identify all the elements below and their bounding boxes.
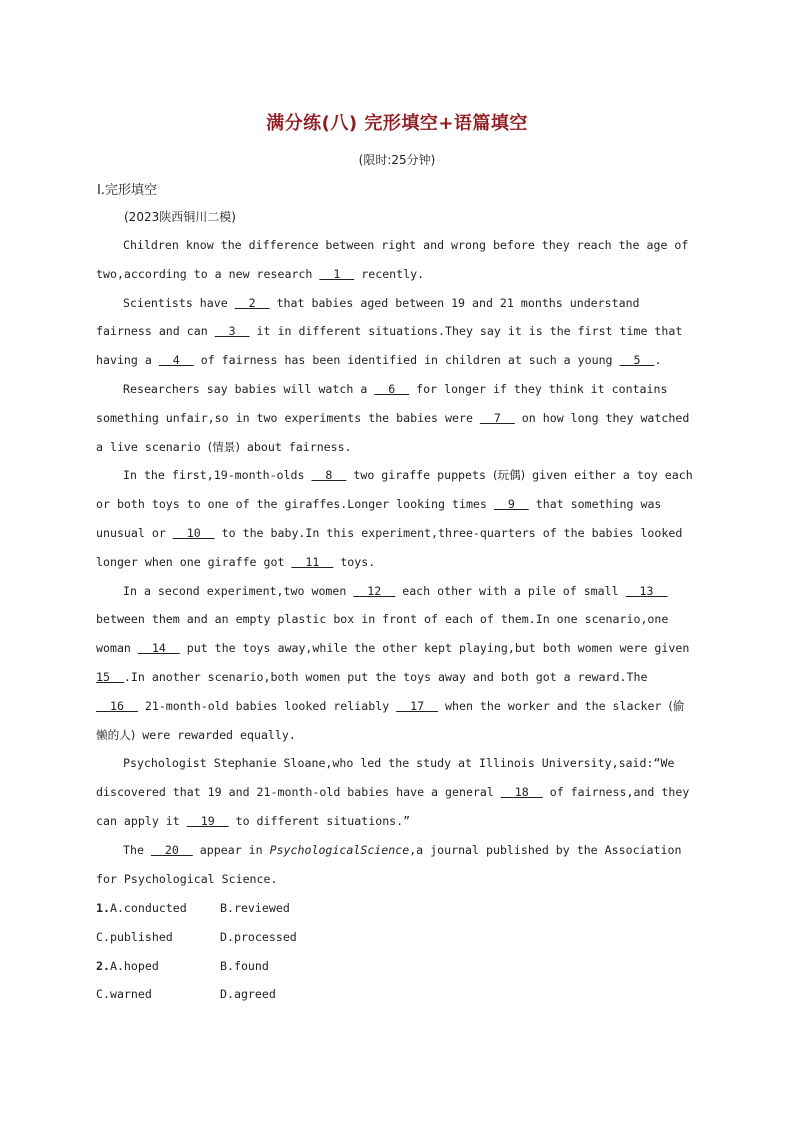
blank-16: 16: [96, 698, 138, 713]
option-a: [96, 952, 220, 981]
blank-5: 5: [619, 353, 655, 368]
option-a: [96, 894, 220, 923]
text-run: appear in: [192, 842, 270, 857]
text-run: to different situations.”: [228, 813, 411, 828]
text-run: In the first,19-month-olds: [123, 468, 312, 483]
blank-13: 13: [625, 583, 668, 598]
blank-7: 7: [479, 410, 515, 425]
paragraph-4: [96, 461, 696, 576]
text-run: of fairness,and they can apply it: [96, 785, 690, 828]
text-run: .: [654, 353, 662, 368]
text-run: that babies aged between 19 and 21 months understand fairness and can: [96, 295, 640, 339]
text-run: about fairness.: [239, 439, 352, 454]
section-heading: Ⅰ.完形填空: [97, 183, 157, 198]
text-run: Researchers say babies will watch a: [123, 381, 375, 396]
text-run: each other with a pile of small: [395, 583, 626, 598]
paragraph-3: [96, 375, 696, 461]
blank-18: 18: [500, 785, 543, 800]
text-run: Psychologist Stephanie Sloane,who led the study at Illinois University,said:“We discovered that 19 and 21-month-old babies have a general: [96, 756, 675, 800]
paragraph-6: [96, 749, 696, 835]
paragraph-7: [96, 836, 696, 894]
answer-options: [96, 894, 297, 1009]
option-c: C.warned: [96, 987, 152, 1002]
journal-title: PsychologicalScience: [269, 842, 410, 857]
question-number: 1.: [96, 901, 110, 915]
blank-20: 20: [150, 842, 193, 857]
option-row: [96, 894, 297, 923]
text-run: when the worker and the slacker: [438, 698, 669, 713]
paragraph-1: [96, 231, 696, 289]
blank-2: 2: [234, 295, 270, 310]
text-run: of fairness has been identified in children at such a young: [193, 353, 620, 368]
page-title: 满分练(八) 完形填空+语篇填空: [266, 113, 528, 134]
option-b: B.reviewed: [220, 901, 290, 915]
gloss-chinese: (玩偶): [492, 468, 526, 483]
text-run: 21-month-old babies looked reliably: [137, 698, 397, 713]
blank-14: 14: [137, 641, 180, 656]
option-text: A.conducted: [109, 901, 187, 915]
text-run: toys.: [333, 554, 376, 569]
time-limit: (限时:25分钟): [358, 153, 436, 167]
blank-19: 19: [186, 813, 229, 828]
text-run: were rewarded equally.: [135, 727, 296, 742]
text-run: .In another scenario,both women put the toys away and both got a reward.The: [123, 669, 648, 684]
text-run: that something was unusual or: [96, 497, 662, 540]
text-run: Scientists have: [123, 295, 235, 310]
text-run: Children know the difference between right and wrong before they reach the age of two,according to a new research: [96, 238, 689, 281]
blank-12: 12: [353, 583, 396, 598]
option-d: D.agreed: [220, 987, 276, 1002]
option-row: [96, 923, 297, 952]
blank-8: 8: [311, 468, 347, 483]
blank-15: 15: [96, 669, 124, 684]
blank-1: 1: [319, 266, 355, 281]
text-run: ,a journal published by the Association for Psychological Science.: [96, 842, 682, 886]
paragraph-5: [96, 577, 696, 750]
gloss-chinese: (偷懒的人): [96, 698, 685, 742]
option-text: A.hoped: [109, 958, 159, 973]
text-run: between them and an empty plastic box in front of each of them.In one scenario,one woman: [96, 612, 669, 656]
blank-10: 10: [172, 525, 215, 540]
text-run: recently.: [354, 266, 425, 281]
blank-6: 6: [374, 381, 410, 396]
cloze-passage: [96, 231, 696, 893]
option-row: [96, 980, 297, 1009]
text-run: on how long they watched a live scenario: [96, 410, 690, 454]
option-d: D.processed: [220, 929, 297, 944]
text-run: it in different situations.They say it is the first time that having a: [96, 324, 683, 368]
blank-9: 9: [493, 497, 529, 512]
text-run: given either a toy each or both toys to one of the giraffes.Longer looking times: [96, 468, 693, 512]
option-row: [96, 952, 297, 981]
blank-11: 11: [291, 554, 334, 569]
option-b: B.found: [220, 958, 269, 973]
text-run: two giraffe puppets: [346, 468, 493, 483]
text-run: put the toys away,while the other kept playing,but both women were given: [179, 641, 690, 656]
gloss-chinese: (情景): [207, 439, 240, 454]
question-number: 2.: [96, 958, 110, 973]
paragraph-2: [96, 289, 696, 375]
blank-3: 3: [214, 324, 250, 339]
blank-4: 4: [158, 353, 194, 368]
blank-17: 17: [396, 698, 439, 713]
option-c: C.published: [96, 929, 173, 944]
source-note: (2023陕西铜川二模): [124, 210, 236, 224]
text-run: to the baby.In this experiment,three-quarters of the babies looked longer when one giraffe got: [96, 525, 683, 569]
text-run: In a second experiment,two women: [123, 583, 354, 598]
text-run: The: [123, 842, 151, 857]
text-run: for longer if they think it contains something unfair,so in two experiments the babies were: [96, 381, 668, 425]
